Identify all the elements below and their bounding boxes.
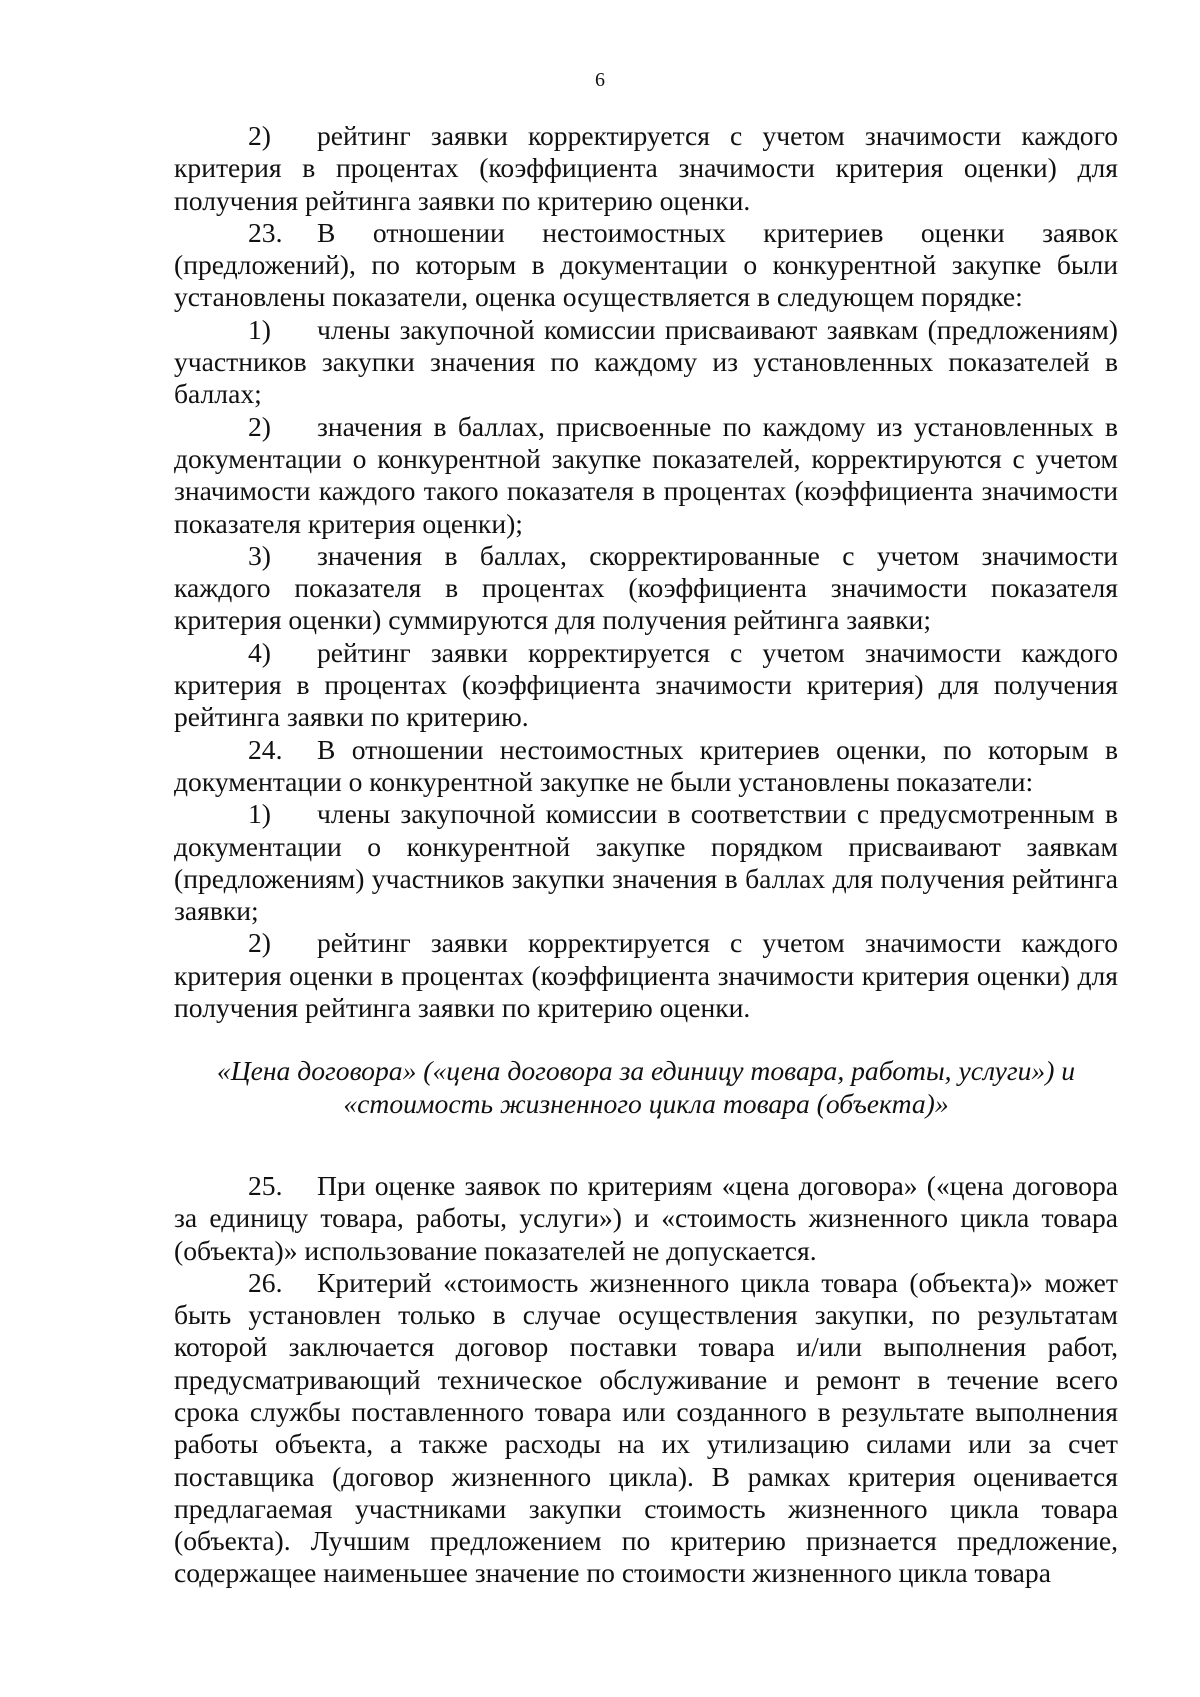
paragraph-text: рейтинг заявки корректируется с учетом значимости каждого критерия оценки в процентах (коэффициента значимости критерия оценки) для получения рейтинга заявки по критерию оценки. (174, 927, 1118, 1024)
section-heading (174, 1055, 1118, 1120)
paragraph-number: 24. (248, 733, 283, 765)
paragraph-number: 2) (248, 120, 271, 151)
paragraph-item-2-part-a (174, 120, 1118, 217)
paragraph-number: 3) (248, 539, 271, 571)
paragraph-25 (174, 1170, 1118, 1267)
paragraph-23-item-3 (174, 540, 1118, 637)
paragraph-24 (174, 734, 1118, 799)
paragraph-number: 23. (248, 216, 283, 248)
paragraph-23-item-2 (174, 411, 1118, 540)
paragraph-24-item-2 (174, 927, 1118, 1024)
paragraph-text: значения в баллах, присвоенные по каждому из установленных в документации о конкурентной закупке показателей, корректируются с учетом значимости каждого такого показателя в процентах (коэффициента значимости показателя критерия оценки); (174, 410, 1118, 539)
paragraph-number: 2) (248, 927, 271, 959)
page-number: 6 (595, 69, 605, 91)
paragraph-23-item-4 (174, 637, 1118, 734)
paragraph-text: В отношении нестоимостных критериев оценки заявок (предложений), по которым в документации о конкурентной закупке были установлены показатели, оценка осуществляется в следующем порядке: (174, 216, 1118, 313)
section-heading-line-1: «Цена договора» («цена договора за единицу товара, работы, услуги») и (216, 1055, 1076, 1087)
paragraph-number: 26. (248, 1266, 283, 1298)
paragraph-text: При оценке заявок по критериям «цена договора» («цена договора за единицу товара, работы, услуги») и «стоимость жизненного цикла товара (объекта)» использование показателей не допускается. (174, 1169, 1118, 1266)
paragraph-text: В отношении нестоимостных критериев оценки, по которым в документации о конкурентной закупке не были установлены показатели: (174, 733, 1118, 797)
paragraph-23 (174, 217, 1118, 314)
section-heading-line-2: «стоимость жизненного цикла товара (объекта)» (343, 1087, 949, 1119)
paragraph-23-item-1 (174, 314, 1118, 411)
paragraph-text: Критерий «стоимость жизненного цикла товара (объекта)» может быть установлен только в случае осуществления закупки, по результатам которой заключается договор поставки товара и/или выполнения работ, предусматривающий техническое обслуживание и ремонт в течение всего срока службы поставленного товара или созданного в результате выполнения работы объекта, а также расходы на их утилизацию силами или за счет поставщика (договор жизненного цикла). В рамках критерия оценивается предлагаемая участниками закупки стоимость жизненного цикла товара (объекта). Лучшим предложением по критерию признается предложение, содержащее наименьшее значение по стоимости жизненного цикла товара (174, 1266, 1118, 1589)
paragraph-26 (174, 1267, 1118, 1590)
document-body (174, 120, 1118, 1590)
paragraph-number: 2) (248, 410, 271, 442)
paragraph-text: члены закупочной комиссии в соответствии с предусмотренным в документации о конкурентной закупке порядком присваивают заявкам (предложениям) участников закупки значения в баллах для получения рейтинга заявки; (174, 798, 1118, 927)
paragraph-text: рейтинг заявки корректируется с учетом значимости каждого критерия в процентах (коэффициента значимости критерия оценки) для получения рейтинга заявки по критерию оценки. (174, 120, 1118, 216)
paragraph-number: 4) (248, 636, 271, 668)
paragraph-text: рейтинг заявки корректируется с учетом значимости каждого критерия в процентах (коэффициента значимости критерия) для получения рейтинга заявки по критерию. (174, 636, 1118, 733)
paragraph-text: члены закупочной комиссии присваивают заявкам (предложениям) участников закупки значения по каждому из установленных показателей в баллах; (174, 313, 1118, 410)
spacer (174, 1120, 1118, 1170)
paragraph-number: 25. (248, 1169, 283, 1201)
paragraph-number: 1) (248, 798, 271, 830)
paragraph-text: значения в баллах, скорректированные с учетом значимости каждого показателя в процентах (коэффициента значимости показателя критерия оценки) суммируются для получения рейтинга заявки; (174, 539, 1118, 636)
paragraph-24-item-1 (174, 798, 1118, 927)
paragraph-number: 1) (248, 313, 271, 345)
